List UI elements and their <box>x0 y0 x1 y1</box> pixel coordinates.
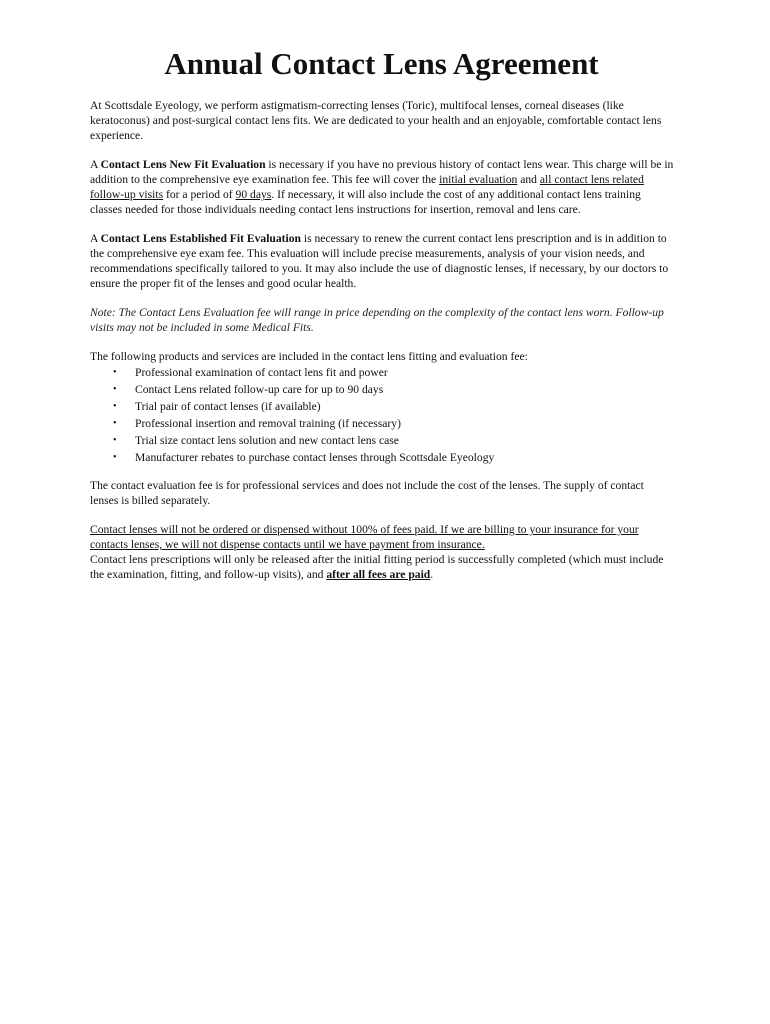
list-item <box>90 449 675 466</box>
release-end: . <box>430 568 434 581</box>
new-fit-paragraph <box>90 157 675 217</box>
list-item-text: Trial size contact lens solution and new contact lens case <box>135 434 399 447</box>
established-fit-heading: Contact Lens Established Fit Evaluation <box>100 232 301 245</box>
initial-evaluation-term: initial evaluation <box>439 173 518 186</box>
list-item-text: Manufacturer rebates to purchase contact lenses through Scottsdale Eyeology <box>135 451 495 464</box>
new-fit-and: and <box>517 173 540 186</box>
document-title: Annual Contact Lens Agreement <box>164 46 599 81</box>
list-item-text: Professional insertion and removal training (if necessary) <box>135 417 401 430</box>
established-fit-text: is necessary to renew the current contact lens prescription and is in addition to the comprehensive eye exam fee. This evaluation will include precise measurements, analysis of your vision needs, and recommendations specifically tailored to you. It may also include the use of diagnostic lenses, if necessary, by our doctors to ensure the proper fit of the lenses and good ocular health. <box>90 232 669 290</box>
bullet-icon: • <box>113 367 117 378</box>
ninety-days-term: 90 days <box>235 188 272 201</box>
intro-paragraph: At Scottsdale Eyeology, we perform astigmatism-correcting lenses (Toric), multifocal lenses, corneal diseases (like keratoconus) and post-surgical contact lens fits. We are dedicated to your health and an enjoyable, comfortable contact lens experience. <box>90 99 662 142</box>
document-page <box>90 44 675 596</box>
supply-note-paragraph: The contact evaluation fee is for professional services and does not include the cost of the lenses. The supply of contact lenses is billed separately. <box>90 479 644 507</box>
list-item <box>90 364 675 381</box>
list-item <box>90 398 675 415</box>
follow-up-visits-term: all contact lens related follow-up visits <box>90 173 644 201</box>
new-fit-text-1: is necessary if you have no previous history of contact lens wear. This charge will be in addition to the comprehensive eye examination fee. This fee will cover the <box>90 158 674 186</box>
new-fit-heading: Contact Lens New Fit Evaluation <box>100 158 266 171</box>
new-fit-article: A <box>90 158 101 171</box>
list-item-text: Trial pair of contact lenses (if available) <box>135 400 321 413</box>
new-fit-text-2: for a period of <box>163 188 236 201</box>
list-item-text: Contact Lens related follow-up care for up to 90 days <box>135 383 384 396</box>
list-item <box>90 415 675 432</box>
bullet-icon: • <box>113 384 117 395</box>
new-fit-text-3: . If necessary, it will also include the cost of any additional contact lens training classes needed for those individuals needing contact lens instructions for insertion, removal and lens care. <box>90 188 641 216</box>
included-intro: The following products and services are included in the contact lens fitting and evaluation fee: <box>90 350 528 363</box>
list-item <box>90 432 675 449</box>
bullet-icon: • <box>113 401 117 412</box>
list-item-text: Professional examination of contact lens fit and power <box>135 366 388 379</box>
release-paragraph <box>90 552 675 582</box>
fees-paid-text: after all fees are paid <box>326 568 431 581</box>
established-fit-article: A <box>90 232 101 245</box>
fee-note: Note: The Contact Lens Evaluation fee will range in price depending on the complexity of the contact lens worn. Follow-up visits may not be included in some Medical Fits. <box>90 306 664 334</box>
fees-paid-emphasis <box>326 568 430 581</box>
included-services-list <box>90 364 675 466</box>
release-text: Contact lens prescriptions will only be released after the initial fitting period is successfully completed (which must include the examination, fitting, and follow-up visits), and <box>90 553 664 581</box>
bullet-icon: • <box>113 418 117 429</box>
payment-policy-text: Contact lenses will not be ordered or dispensed without 100% of fees paid. If we are billing to your insurance for your contacts lenses, we will not dispense contacts until we have payment from insurance. <box>90 523 639 551</box>
list-item <box>90 381 675 398</box>
payment-policy-paragraph <box>90 522 675 552</box>
established-fit-paragraph <box>90 231 675 291</box>
bullet-icon: • <box>113 452 117 463</box>
bullet-icon: • <box>113 435 117 446</box>
